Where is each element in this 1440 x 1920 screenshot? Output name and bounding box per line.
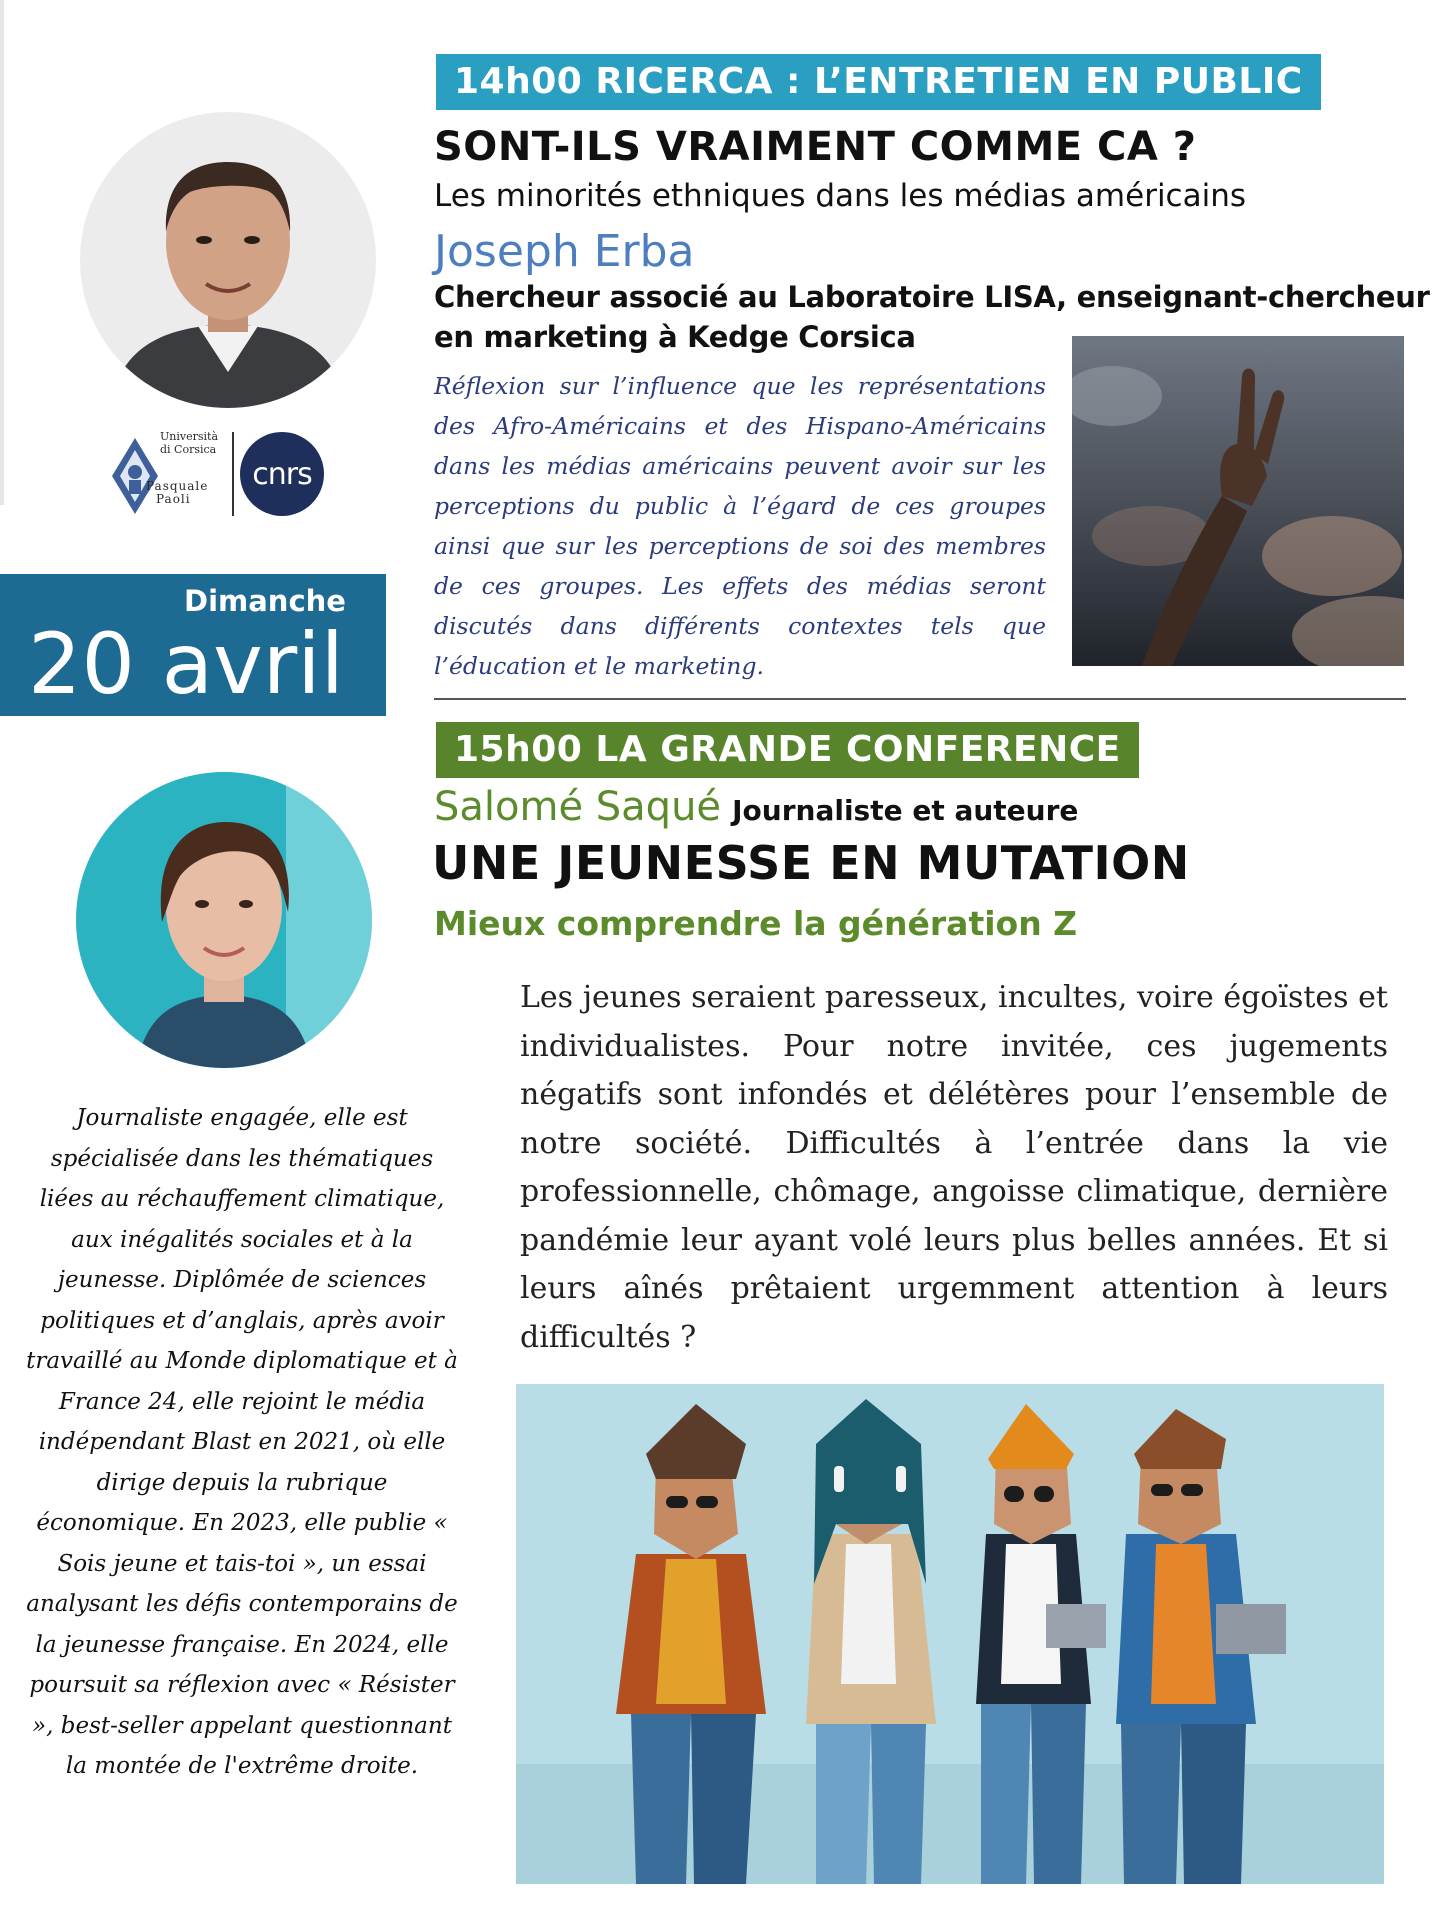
event2-speaker-bio: Journaliste engagée, elle est spécialisée dans les thématiques liées au réchauffement climatique, aux inégalités sociales et à la jeunesse. Diplômée de sciences politiques et d’anglais, après avoir travaillé au Monde diplomatique et à France 24, elle rejoint le média indépendant Blast en 2021, où elle dirige depuis la rubrique économique. En 2023, elle publie « Sois jeune et tais-toi », un essai analysant les défis contemporains de la jeunesse française. En 2024, elle poursuit sa réflexion avec « Résister », best-seller appelant questionnant la montée de l'extrême droite. <box>26 1105 458 1779</box>
cnrs-logo <box>240 432 324 516</box>
event2-speaker-line <box>434 784 1078 830</box>
event1-speaker-role-line1: Chercheur associé au Laboratoire LISA, enseignant-chercheur <box>434 280 1430 314</box>
date-weekday: Dimanche <box>184 584 346 618</box>
university-name-line2: di Corsica <box>160 443 217 456</box>
event1-speaker-name: Joseph Erba <box>434 226 695 277</box>
portrait-joseph-erba <box>80 112 376 408</box>
portrait-image <box>80 112 376 408</box>
university-name-line3: Pasquale <box>146 479 209 493</box>
event1-subtitle: Les minorités ethniques dans les médias américains <box>434 178 1247 214</box>
portrait-salome-saque <box>76 772 372 1068</box>
logo-divider <box>232 432 234 516</box>
event1-time-tag: 14h00 RICERCA : L’ENTRETIEN EN PUBLIC <box>436 54 1321 110</box>
event2-speaker-role: Journaliste et auteure <box>732 794 1079 827</box>
section-divider <box>434 698 1406 700</box>
generation-z-illustration <box>516 1384 1384 1884</box>
event2-title: UNE JEUNESSE EN MUTATION <box>432 836 1190 890</box>
portrait-image <box>76 772 372 1068</box>
event2-speaker-name: Salomé Saqué <box>434 784 722 830</box>
event1-speaker-role-line2: en marketing à Kedge Corsica <box>434 320 916 354</box>
left-rule <box>0 0 4 505</box>
raised-hand-image <box>1072 336 1404 666</box>
event1-description: Réflexion sur l’influence que les représentations des Afro-Américains et des Hispano-Américains dans les médias américains peuvent avoir sur les perceptions du public à l’égard de ces groupes ainsi que sur les perceptions de soi des membres de ces groupes. Les effets des médias seront discutés dans différents contextes tels que l’éducation et le marketing. <box>434 372 1046 680</box>
university-name-line1: Università <box>160 430 218 443</box>
event2-subtitle: Mieux comprendre la génération Z <box>434 904 1078 943</box>
university-name-line4: Paoli <box>156 492 191 506</box>
polygon-youth-image <box>516 1384 1384 1884</box>
universita-di-corsica-logo <box>110 428 228 518</box>
event2-time-tag: 15h00 LA GRANDE CONFERENCE <box>436 722 1139 778</box>
raised-hand-photo <box>1072 336 1404 666</box>
event2-description: Les jeunes seraient paresseux, incultes, voire égoïstes et individualistes. Pour notre invitée, ces jugements négatifs sont infondés et délétères pour l’ensemble de notre société. Difficultés à l’entrée dans la vie professionnelle, chômage, angoisse climatique, dernière pandémie leur ayant volé leurs plus belles années. Et si leurs aînés prêtaient urgemment attention à leurs difficultés ? <box>520 980 1388 1355</box>
date-day-month: 20 avril <box>28 615 344 713</box>
event1-title: SONT-ILS VRAIMENT COMME CA ? <box>434 124 1197 170</box>
date-box <box>0 574 386 716</box>
cnrs-logo-text: cnrs <box>252 456 312 492</box>
